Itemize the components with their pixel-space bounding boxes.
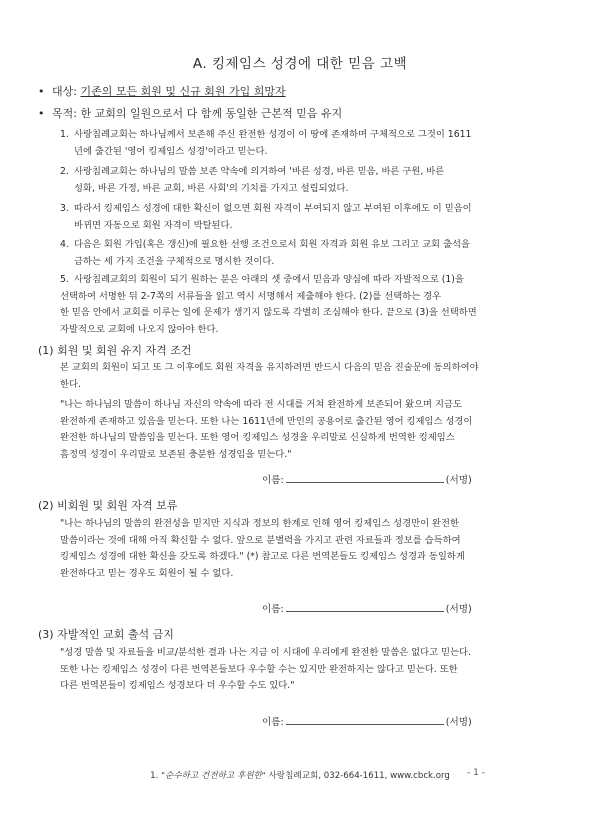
- list-item: [60, 237, 510, 270]
- list-item: [60, 201, 510, 234]
- target-text: 기존의 모든 회원 및 신규 회원 가입 희망자: [80, 85, 286, 98]
- section-intro: [60, 360, 510, 393]
- item-line: 한 믿음 안에서 교회를 이루는 일에 문제가 생기지 않도록 각별히 조심해야 한다. 끝으로 (3)을 선택하면: [60, 307, 477, 318]
- sign-label: (서명): [445, 717, 472, 728]
- target-bullet: [38, 83, 286, 99]
- name-field[interactable]: [286, 714, 444, 725]
- item-number: 2.: [60, 166, 69, 177]
- footer-number: 1.: [150, 771, 159, 781]
- page-title: A. 킹제임스 성경에 대한 믿음 고백: [192, 56, 408, 72]
- list-item: [60, 272, 510, 338]
- item-line: 사랑침례교회의 회원이 되기 원하는 분은 아래의 셋 중에서 믿음과 양심에 따라 자발적으로 (1)을: [74, 274, 464, 285]
- purpose-text: 한 교회의 일원으로서 다 함께 동일한 근본적 믿음 유지: [80, 107, 343, 120]
- item-line: 자발적으로 교회에 나오지 않아야 한다.: [60, 323, 219, 335]
- name-field[interactable]: [286, 601, 444, 612]
- item-number: 5.: [60, 274, 69, 285]
- item-line: 따라서 킹제임스 성경에 대한 확신이 없으면 회원 자격이 부여되지 않고 부여된 이후에도 이 믿음이: [74, 203, 472, 214]
- section-heading: (2) 비회원 및 회원 자격 보류: [38, 499, 178, 512]
- name-label: 이름:: [262, 475, 284, 486]
- item-number: 4.: [60, 239, 69, 250]
- purpose-bullet: [38, 105, 342, 121]
- target-label: 대상:: [52, 85, 77, 98]
- page-footer: [0, 769, 600, 781]
- item-line: 성화, 바른 가정, 바른 교회, 바른 사회'의 기치를 가지고 설립되었다.: [74, 182, 349, 194]
- sign-label: (서명): [445, 475, 472, 486]
- purpose-label: 목적:: [52, 107, 77, 120]
- name-field[interactable]: [286, 472, 444, 483]
- item-line: 사랑침례교회는 하나님께서 보존해 주신 완전한 성경이 이 땅에 존재하며 구체적으로 그것이 1611: [74, 129, 472, 140]
- item-line: 바뀌면 자동으로 회원 자격이 박탈된다.: [74, 219, 233, 231]
- name-label: 이름:: [262, 604, 284, 615]
- quote-line: 킹제임스 성경에 대한 확신을 갖도록 하겠다." (*) 참고로 다른 번역본들도 킹제임스 성경과 동일하게: [60, 551, 465, 562]
- quote-line: 완전하다고 믿는 경우도 회원이 될 수 없다.: [60, 567, 234, 579]
- item-line: 사랑침례교회는 하나님의 말씀 보존 약속에 의거하여 '바른 성경, 바른 믿음, 바른 구원, 바른: [74, 166, 445, 177]
- bullet-dot: •: [38, 85, 45, 98]
- footer-slogan: "순수하고 건전하고 후원한": [161, 771, 266, 781]
- section-quote: [60, 516, 510, 582]
- item-number: 1.: [60, 129, 69, 140]
- item-line: 년에 출간된 '영어 킹제임스 성경'이라고 믿는다.: [74, 145, 268, 157]
- section-quote: [60, 397, 510, 463]
- bullet-dot: •: [38, 107, 45, 120]
- signature-line[interactable]: [262, 601, 472, 615]
- section-heading: (1) 회원 및 회원 유지 자격 조건: [38, 344, 192, 357]
- quote-line: 흠정역 성경이 우리말로 보존된 충분한 성경임을 믿는다.": [60, 448, 292, 460]
- intro-line: 한다.: [60, 378, 81, 390]
- list-item: [60, 127, 510, 160]
- item-line: 다음은 회원 가입(혹은 갱신)에 필요한 선행 조건으로서 회원 자격과 회원 유보 그리고 교회 출석을: [74, 239, 470, 250]
- quote-line: 완전하게 존재하고 있음을 믿는다. 또한 나는 1611년에 만인의 공용어로 출간된 영어 킹제임스 성경이: [60, 415, 473, 427]
- signature-line[interactable]: [262, 472, 472, 486]
- item-line: 금하는 세 가지 조건을 구체적으로 명시한 것이다.: [74, 255, 275, 267]
- quote-line: 말씀이라는 것에 대해 아직 확신할 수 없다. 앞으로 분별력을 가지고 관련 자료들과 정보를 습득하여: [60, 534, 461, 546]
- footer-text: 사랑침례교회, 032-664-1611, www.cbck.org: [268, 771, 450, 781]
- signature-line[interactable]: [262, 714, 472, 728]
- quote-line: 완전한 하나님의 말씀임을 믿는다. 또한 영어 킹제임스 성경을 우리말로 신실하게 번역한 킹제임스: [60, 432, 455, 443]
- section-heading: (3) 자발적인 교회 출석 금지: [38, 628, 174, 641]
- list-item: [60, 164, 510, 197]
- sign-label: (서명): [445, 604, 472, 615]
- quote-line: 다른 번역본들이 킹제임스 성경보다 더 우수할 수도 있다.": [60, 680, 295, 691]
- quote-line: "나는 하나님의 말씀이 하나님 자신의 약속에 따라 전 시대를 거쳐 완전하게 보존되어 왔으며 지금도: [60, 399, 462, 410]
- item-number: 3.: [60, 203, 69, 214]
- section-quote: [60, 645, 510, 695]
- quote-line: "성경 말씀 및 자료들을 비교/분석한 결과 나는 지금 이 시대에 우리에게 완전한 말씀은 없다고 믿는다.: [60, 647, 471, 658]
- intro-line: 본 교회의 회원이 되고 또 그 이후에도 회원 자격을 유지하려면 반드시 다음의 믿음 진술문에 동의하여야: [60, 362, 479, 373]
- quote-line: "나는 하나님의 말씀의 완전성을 믿지만 지식과 정보의 한계로 인해 영어 킹제임스 성경만이 완전한: [60, 518, 459, 529]
- page-number: - 1 -: [467, 768, 485, 778]
- item-line: 선택하여 서명한 뒤 2-7쪽의 서류들을 읽고 역시 서명해서 제출해야 한다. (2)를 선택하는 경우: [60, 290, 442, 302]
- quote-line: 또한 나는 킹제임스 성경이 다른 번역본들보다 우수할 수는 있지만 완전하지는 않다고 믿는다. 또한: [60, 663, 458, 675]
- name-label: 이름:: [262, 717, 284, 728]
